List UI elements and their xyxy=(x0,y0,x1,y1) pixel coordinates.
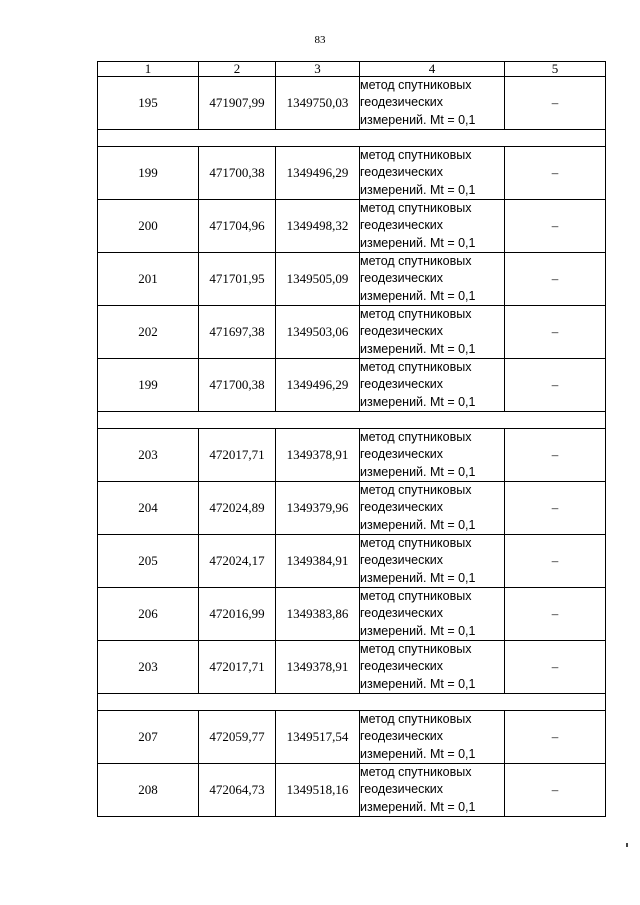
y-coordinate-cell: 1349518,16 xyxy=(276,764,360,817)
point-number-cell: 203 xyxy=(98,429,199,482)
point-number-cell: 206 xyxy=(98,588,199,641)
x-coordinate-cell: 472024,89 xyxy=(199,482,276,535)
method-cell: метод спутниковых геодезических измерений. Mt = 0,1 xyxy=(360,764,505,817)
note-cell: – xyxy=(505,429,606,482)
separator-row xyxy=(98,694,606,711)
point-number-cell: 205 xyxy=(98,535,199,588)
point-number-cell: 207 xyxy=(98,711,199,764)
x-coordinate-cell: 472059,77 xyxy=(199,711,276,764)
note-cell: – xyxy=(505,77,606,130)
table-row xyxy=(98,429,606,482)
separator-cell xyxy=(98,130,606,147)
x-coordinate-cell: 472016,99 xyxy=(199,588,276,641)
y-coordinate-cell: 1349498,32 xyxy=(276,200,360,253)
x-coordinate-cell: 472017,71 xyxy=(199,429,276,482)
note-cell: – xyxy=(505,306,606,359)
header-col-4: 4 xyxy=(360,62,505,77)
method-cell: метод спутниковых геодезических измерений. Mt = 0,1 xyxy=(360,306,505,359)
table-row xyxy=(98,535,606,588)
y-coordinate-cell: 1349384,91 xyxy=(276,535,360,588)
separator-row xyxy=(98,412,606,429)
separator-cell xyxy=(98,412,606,429)
table-row xyxy=(98,641,606,694)
y-coordinate-cell: 1349378,91 xyxy=(276,429,360,482)
point-number-cell: 200 xyxy=(98,200,199,253)
y-coordinate-cell: 1349378,91 xyxy=(276,641,360,694)
table-body xyxy=(98,77,606,817)
table-header-row xyxy=(98,62,606,77)
x-coordinate-cell: 472017,71 xyxy=(199,641,276,694)
point-number-cell: 201 xyxy=(98,253,199,306)
table-row xyxy=(98,764,606,817)
x-coordinate-cell: 472024,17 xyxy=(199,535,276,588)
method-cell: метод спутниковых геодезических измерений. Mt = 0,1 xyxy=(360,429,505,482)
table-row xyxy=(98,588,606,641)
method-cell: метод спутниковых геодезических измерений. Mt = 0,1 xyxy=(360,253,505,306)
y-coordinate-cell: 1349496,29 xyxy=(276,359,360,412)
method-cell: метод спутниковых геодезических измерений. Mt = 0,1 xyxy=(360,147,505,200)
x-coordinate-cell: 471704,96 xyxy=(199,200,276,253)
note-cell: – xyxy=(505,200,606,253)
header-col-5: 5 xyxy=(505,62,606,77)
table-row xyxy=(98,711,606,764)
y-coordinate-cell: 1349496,29 xyxy=(276,147,360,200)
note-cell: – xyxy=(505,764,606,817)
note-cell: – xyxy=(505,641,606,694)
note-cell: – xyxy=(505,588,606,641)
x-coordinate-cell: 471907,99 xyxy=(199,77,276,130)
method-cell: метод спутниковых геодезических измерений. Mt = 0,1 xyxy=(360,588,505,641)
point-number-cell: 208 xyxy=(98,764,199,817)
y-coordinate-cell: 1349503,06 xyxy=(276,306,360,359)
separator-cell xyxy=(98,694,606,711)
table-row xyxy=(98,359,606,412)
y-coordinate-cell: 1349505,09 xyxy=(276,253,360,306)
method-cell: метод спутниковых геодезических измерений. Mt = 0,1 xyxy=(360,535,505,588)
x-coordinate-cell: 471700,38 xyxy=(199,147,276,200)
header-col-3: 3 xyxy=(276,62,360,77)
y-coordinate-cell: 1349379,96 xyxy=(276,482,360,535)
note-cell: – xyxy=(505,147,606,200)
point-number-cell: 203 xyxy=(98,641,199,694)
method-cell: метод спутниковых геодезических измерений. Mt = 0,1 xyxy=(360,77,505,130)
method-cell: метод спутниковых геодезических измерений. Mt = 0,1 xyxy=(360,200,505,253)
method-cell: метод спутниковых геодезических измерений. Mt = 0,1 xyxy=(360,482,505,535)
y-coordinate-cell: 1349383,86 xyxy=(276,588,360,641)
x-coordinate-cell: 472064,73 xyxy=(199,764,276,817)
page-number: 83 xyxy=(314,34,326,46)
point-number-cell: 204 xyxy=(98,482,199,535)
point-number-cell: 195 xyxy=(98,77,199,130)
y-coordinate-cell: 1349750,03 xyxy=(276,77,360,130)
table-row xyxy=(98,77,606,130)
x-coordinate-cell: 471697,38 xyxy=(199,306,276,359)
note-cell: – xyxy=(505,359,606,412)
scan-mark xyxy=(626,843,628,847)
method-cell: метод спутниковых геодезических измерений. Mt = 0,1 xyxy=(360,359,505,412)
coordinates-table xyxy=(97,61,606,817)
header-col-2: 2 xyxy=(199,62,276,77)
x-coordinate-cell: 471701,95 xyxy=(199,253,276,306)
table-row xyxy=(98,200,606,253)
separator-row xyxy=(98,130,606,147)
x-coordinate-cell: 471700,38 xyxy=(199,359,276,412)
point-number-cell: 199 xyxy=(98,359,199,412)
method-cell: метод спутниковых геодезических измерений. Mt = 0,1 xyxy=(360,711,505,764)
note-cell: – xyxy=(505,535,606,588)
y-coordinate-cell: 1349517,54 xyxy=(276,711,360,764)
table-row xyxy=(98,147,606,200)
table-row xyxy=(98,253,606,306)
point-number-cell: 202 xyxy=(98,306,199,359)
point-number-cell: 199 xyxy=(98,147,199,200)
table-row xyxy=(98,306,606,359)
table-row xyxy=(98,482,606,535)
note-cell: – xyxy=(505,482,606,535)
method-cell: метод спутниковых геодезических измерений. Mt = 0,1 xyxy=(360,641,505,694)
header-col-1: 1 xyxy=(98,62,199,77)
note-cell: – xyxy=(505,253,606,306)
note-cell: – xyxy=(505,711,606,764)
